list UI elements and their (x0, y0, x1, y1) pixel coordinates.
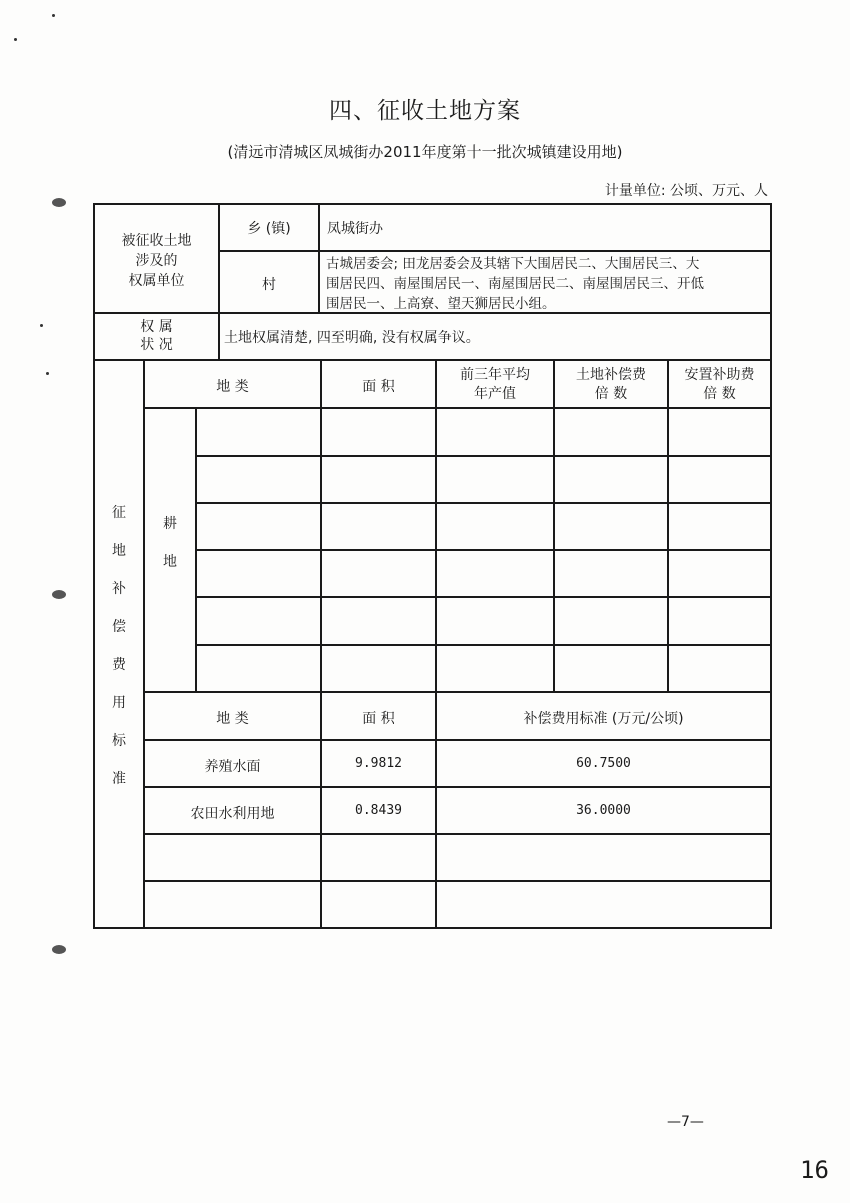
page-number: —7— (667, 1114, 704, 1130)
village-value: 古城居委会; 田龙居委会及其辖下大围居民二、大围居民三、大 围居民四、南屋围居民一、南屋围居民二、南屋围居民三、开低 围居民一、上高寮、望天狮居民小组。 (326, 256, 704, 312)
village-label: 村 (262, 277, 276, 293)
std-header-standard: 补偿费用标准 (万元/公顷) (523, 711, 684, 727)
stamped-page-number: 16 (800, 1156, 829, 1184)
header-land-type: 地 类 (216, 379, 249, 395)
table-row-land-type: 农田水利用地 (190, 806, 275, 822)
table-row-standard: 60.7500 (576, 756, 631, 771)
ownership-status-label: 权 属 状 况 (140, 319, 173, 353)
table-row-land-type: 养殖水面 (204, 759, 261, 775)
page-title: 四、征收土地方案 (329, 98, 521, 124)
township-value: 凤城街办 (327, 221, 383, 237)
header-land-compensation-multiple: 土地补偿费 倍 数 (576, 367, 646, 402)
std-header-area: 面 积 (362, 711, 395, 727)
measurement-units: 计量单位: 公顷、万元、人 (604, 183, 768, 199)
std-header-land-type: 地 类 (216, 711, 249, 727)
compensation-standard-side-label: 征 地 补 偿 费 用 标 准 (112, 505, 126, 787)
page-subtitle: (清远市清城区凤城街办2011年度第十一批次城镇建设用地) (227, 143, 623, 161)
table-row-standard: 36.0000 (576, 803, 631, 818)
township-label: 乡 (镇) (247, 221, 291, 237)
speck-mark (40, 324, 43, 327)
header-resettlement-multiple: 安置补助费 倍 数 (684, 367, 755, 402)
table-row-area: 9.9812 (355, 756, 402, 771)
header-average-output: 前三年平均 年产值 (460, 367, 530, 402)
table-row-area: 0.8439 (355, 803, 402, 818)
header-area: 面 积 (362, 379, 395, 395)
speck-mark (14, 38, 17, 41)
farmland-label: 耕 地 (163, 516, 177, 570)
punch-hole-mark (52, 198, 66, 207)
punch-hole-mark (52, 590, 66, 599)
punch-hole-mark (52, 945, 66, 954)
speck-mark (46, 372, 49, 375)
ownership-status-value: 土地权属清楚, 四至明确, 没有权属争议。 (224, 330, 480, 346)
ownership-label: 被征收土地 涉及的 权属单位 (121, 233, 192, 289)
speck-mark (52, 14, 55, 17)
